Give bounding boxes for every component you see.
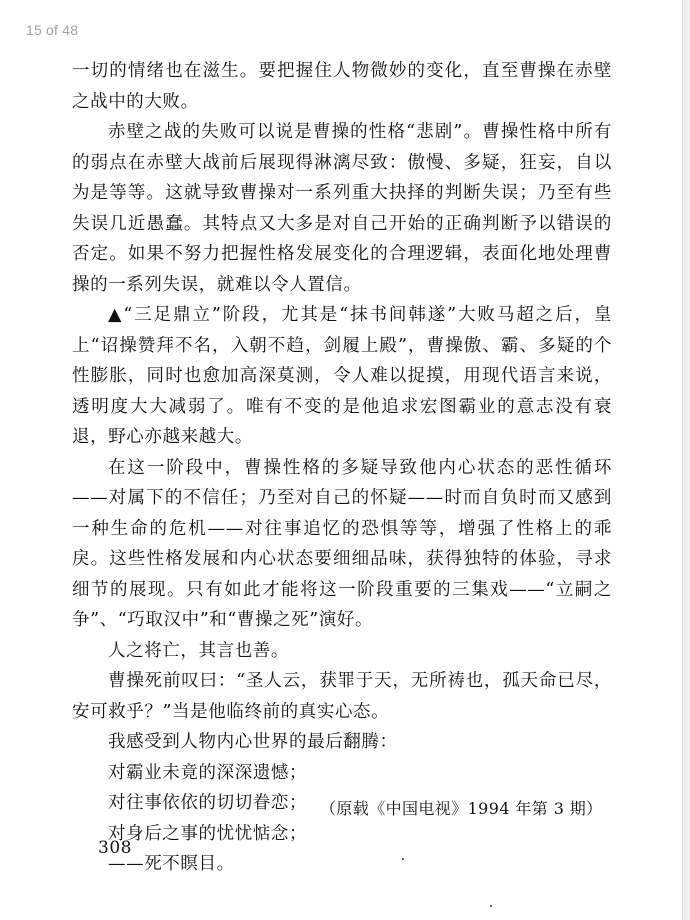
poem-line-3: 对身后之事的忧忧惦念； [108,823,308,844]
page-body [72,56,612,880]
page-number: 308 [98,838,132,858]
paragraph-3: ▲“三足鼎立”阶段，尤其是“抹书间韩遂”大败马超之后，皇上“诏操赞拜不名，入朝不趋，剑履上殿”，曹操傲、霸、多疑的个性膨胀，同时也愈加高深莫测，令人难以捉摸，用现代语言来说，透明度大大减弱了。唯有不变的是他追求宏图霸业的意志没有衰退，野心亦越来越大。 [72,305,612,447]
paragraph-2: 赤壁之战的失败可以说是曹操的性格“悲剧”。曹操性格中所有的弱点在赤壁大战前后展现得淋漓尽致：傲慢、多疑，狂妄，自以为是等等。这就导致曹操对一系列重大抉择的判断失误；乃至有些失误几近愚蠢。其特点又大多是对自己开始的正确判断予以错误的否定。如果不努力把握性格发展变化的合理逻辑，表面化地处理曹操的一系列失误，就难以令人置信。 [72,122,612,295]
paragraph-1: 一切的情绪也在滋生。要把握住人物微妙的变化，直至曹操在赤壁之战中的大败。 [72,61,612,112]
paragraph-7: 我感受到人物内心世界的最后翻腾： [108,732,398,752]
scrollbar[interactable] [683,0,690,920]
page-indicator: 15 of 48 [26,22,79,38]
poem-line-1: 对霸业未竟的深深遗憾； [108,762,308,783]
poem-line-2: 对往事依依的切切眷恋； [108,793,308,813]
paragraph-6: 曹操死前叹曰：“圣人云，获罪于天，无所祷也，孤天命已尽，安可救乎？”当是他临终前的真实心态。 [72,671,612,722]
paragraph-4: 在这一阶段中，曹操性格的多疑导致他内心状态的恶性循环——对属下的不信任；乃至对自己的怀疑——时而自负时而又感到一种生命的危机——对往事追忆的恐惧等等，增强了性格上的乖戾。这些性格发展和内心状态要细细品味，获得独特的体验，寻求细节的展现。只有如此才能将这一阶段重要的三集戏——“立嗣之争”、“巧取汉中”和“曹操之死”演好。 [72,457,612,630]
paragraph-5: 人之将亡，其言也善。 [108,640,289,661]
scan-speck [490,905,492,907]
scan-speck [402,858,404,860]
source-note: （原载《中国电视》1994 年第 3 期） [320,799,603,818]
poem-line-4: ——死不瞑目。 [108,854,235,874]
